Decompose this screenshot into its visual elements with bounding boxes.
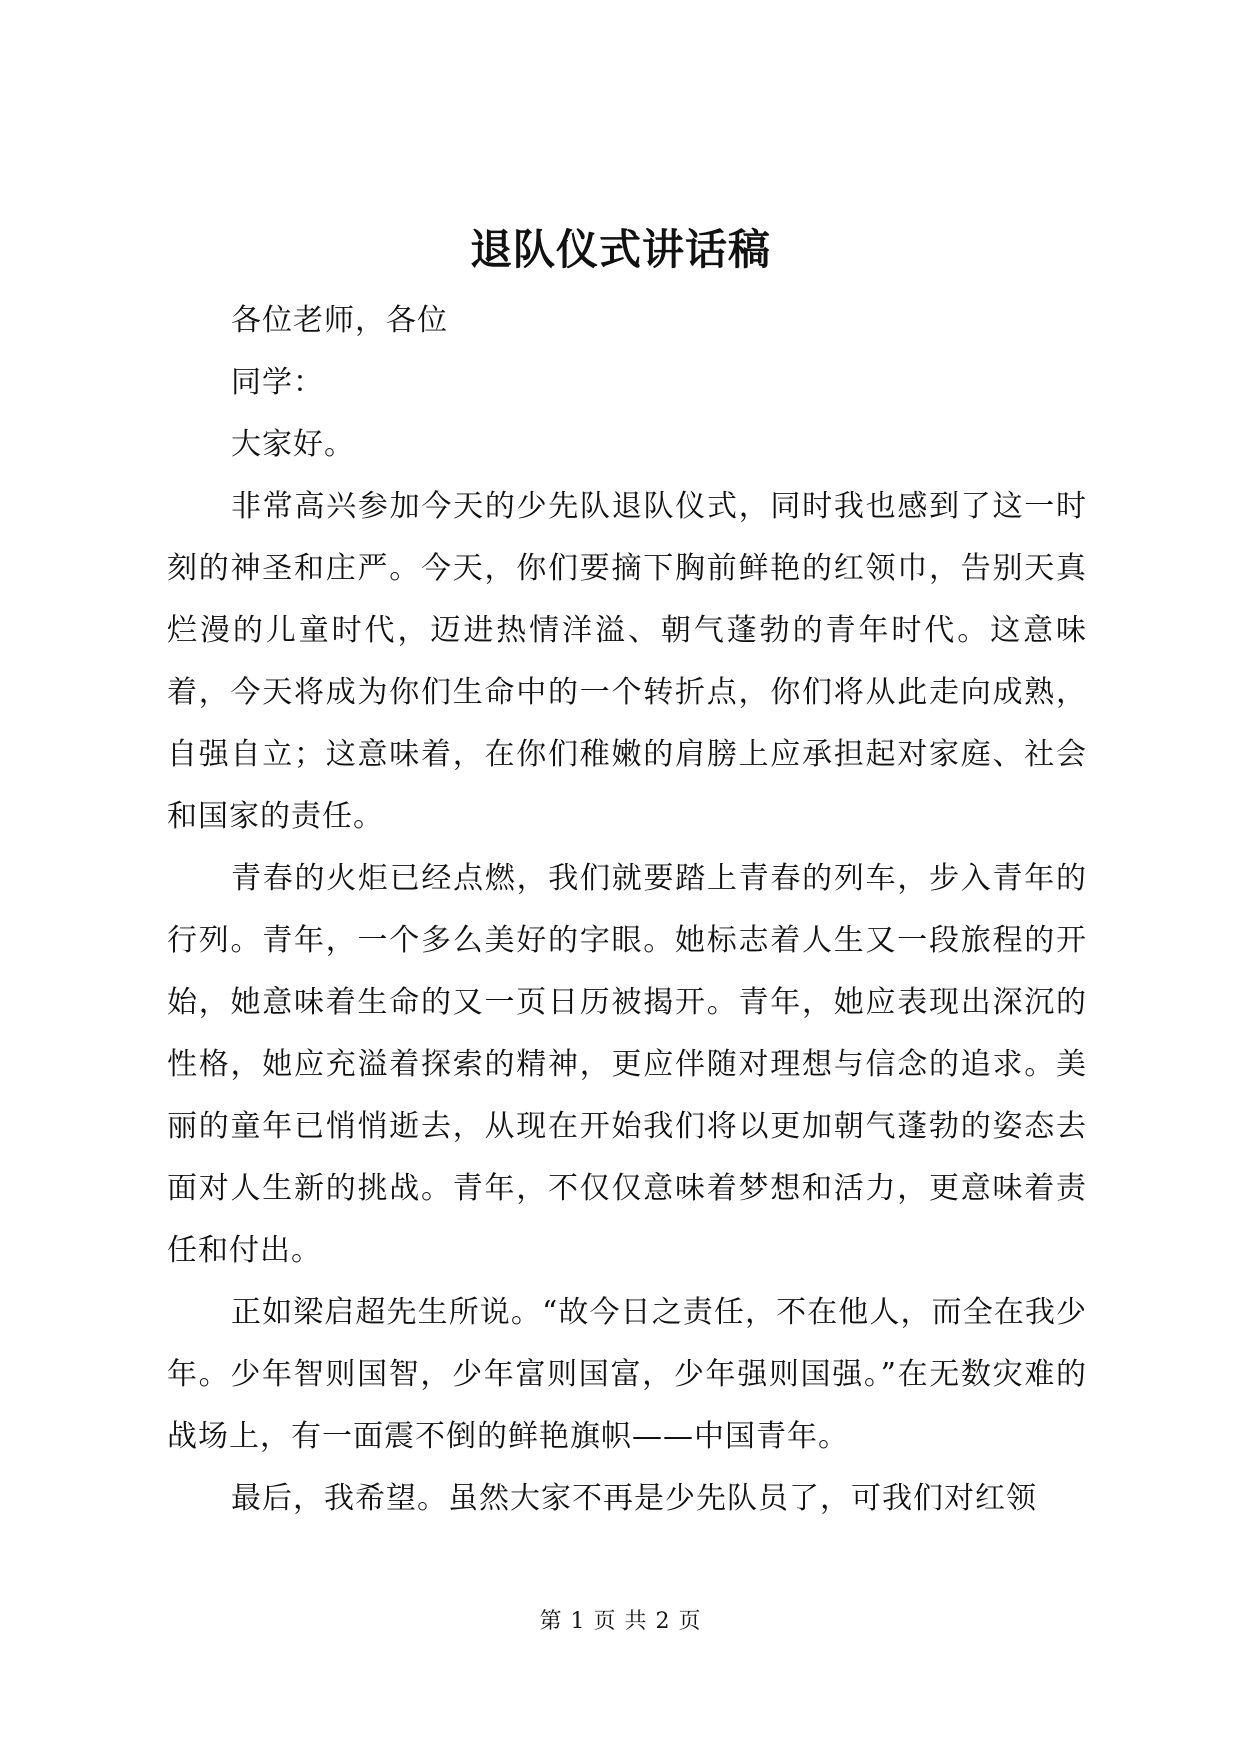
page-number-footer: 第 1 页 共 2 页: [539, 1609, 702, 1634]
document-title: 退队仪式讲话稿: [469, 225, 771, 274]
paragraph-greeting: 大家好。: [231, 427, 355, 462]
paragraph-body-3: 正如梁启超先生所说。“故今日之责任，不在他人，而全在我少年。少年智则国智，少年富则国富，少年强则国强。”在无数灾难的战场上，有一面震不倒的鲜艳旗帜——中国青年。: [167, 1295, 1087, 1454]
document-body: [167, 290, 1087, 1530]
paragraph-salutation-2: 同学：: [231, 365, 324, 400]
paragraph-body-1: 非常高兴参加今天的少先队退队仪式，同时我也感到了这一时刻的神圣和庄严。今天，你们要摘下胸前鲜艳的红领巾，告别天真烂漫的儿童时代，迈进热情洋溢、朝气蓬勃的青年时代。这意味着，今天将成为你们生命中的一个转折点，你们将从此走向成熟，自强自立；这意味着，在你们稚嫩的肩膀上应承担起对家庭、社会和国家的责任。: [167, 489, 1087, 834]
paragraph-salutation-1: 各位老师，各位: [231, 303, 448, 338]
paragraph-body-2: 青春的火炬已经点燃，我们就要踏上青春的列车，步入青年的行列。青年，一个多么美好的字眼。她标志着人生又一段旅程的开始，她意味着生命的又一页日历被揭开。青年，她应表现出深沉的性格，她应充溢着探索的精神，更应伴随对理想与信念的追求。美丽的童年已悄悄逝去，从现在开始我们将以更加朝气蓬勃的姿态去面对人生新的挑战。青年，不仅仅意味着梦想和活力，更意味着责任和付出。: [167, 861, 1087, 1268]
paragraph-body-4: 最后，我希望。虽然大家不再是少先队员了，可我们对红领: [231, 1481, 1037, 1516]
